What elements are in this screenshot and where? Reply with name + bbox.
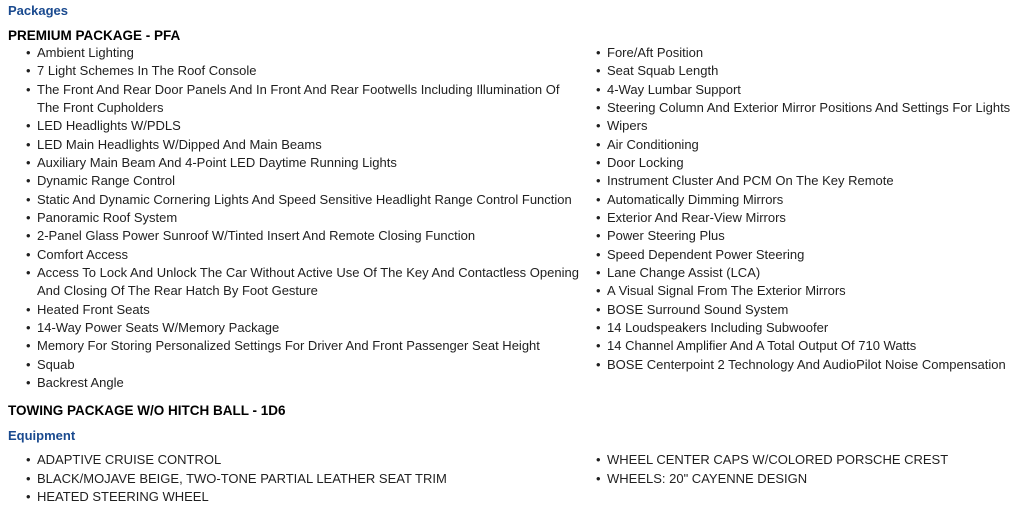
feature-item: • WHEELS: 20" CAYENNE DESIGN <box>607 470 1016 488</box>
feature-item: • Fore/Aft Position <box>607 44 1016 62</box>
feature-item: • Access To Lock And Unlock The Car Without Active Use Of The Key And Contactless Opening And Closing Of The Rear Hatch By Foot Gesture <box>37 264 585 301</box>
equipment-list-left <box>8 451 585 506</box>
feature-item: • 4-Way Lumbar Support <box>607 81 1016 99</box>
feature-item: • Wipers <box>607 117 1016 135</box>
premium-package-title: PREMIUM PACKAGE - PFA <box>8 28 181 43</box>
equipment-column-right <box>585 451 1016 506</box>
feature-item: • Air Conditioning <box>607 136 1016 154</box>
equipment-columns <box>8 451 1016 506</box>
equipment-column-left <box>8 451 585 506</box>
feature-item: • Steering Column And Exterior Mirror Positions And Settings For Lights <box>607 99 1016 117</box>
feature-item: • LED Main Headlights W/Dipped And Main Beams <box>37 136 585 154</box>
premium-package-list-left <box>8 44 585 392</box>
feature-item: • Exterior And Rear-View Mirrors <box>607 209 1016 227</box>
feature-item: • Backrest Angle <box>37 374 585 392</box>
feature-item: • Instrument Cluster And PCM On The Key Remote <box>607 172 1016 190</box>
feature-item: • BOSE Surround Sound System <box>607 301 1016 319</box>
packages-section <box>8 3 1016 419</box>
feature-item: • HEATED STEERING WHEEL <box>37 488 585 506</box>
premium-package-columns <box>8 44 1016 392</box>
feature-item: • 2-Panel Glass Power Sunroof W/Tinted Insert And Remote Closing Function <box>37 227 585 245</box>
feature-item: • Door Locking <box>607 154 1016 172</box>
feature-item: • Static And Dynamic Cornering Lights And Speed Sensitive Headlight Range Control Function <box>37 191 585 209</box>
feature-item: • Ambient Lighting <box>37 44 585 62</box>
equipment-list-right <box>585 451 1016 488</box>
feature-item: • BOSE Centerpoint 2 Technology And AudioPilot Noise Compensation <box>607 356 1016 374</box>
feature-item: • WHEEL CENTER CAPS W/COLORED PORSCHE CREST <box>607 451 1016 469</box>
feature-item: • Squab <box>37 356 585 374</box>
feature-item: • The Front And Rear Door Panels And In Front And Rear Footwells Including Illumination Of The Front Cupholders <box>37 81 585 118</box>
feature-item: • Memory For Storing Personalized Settings For Driver And Front Passenger Seat Height <box>37 337 585 355</box>
feature-item: • Heated Front Seats <box>37 301 585 319</box>
equipment-section <box>8 428 1016 506</box>
equipment-section-title: Equipment <box>8 428 76 444</box>
feature-item: • BLACK/MOJAVE BEIGE, TWO-TONE PARTIAL LEATHER SEAT TRIM <box>37 470 585 488</box>
feature-item: • Power Steering Plus <box>607 227 1016 245</box>
premium-package-column-right <box>585 44 1016 392</box>
premium-package-column-left <box>8 44 585 392</box>
feature-item: • Seat Squab Length <box>607 62 1016 80</box>
feature-item: • Automatically Dimming Mirrors <box>607 191 1016 209</box>
feature-item: • ADAPTIVE CRUISE CONTROL <box>37 451 585 469</box>
feature-item: • Speed Dependent Power Steering <box>607 246 1016 264</box>
feature-item: • 14-Way Power Seats W/Memory Package <box>37 319 585 337</box>
feature-item: • Dynamic Range Control <box>37 172 585 190</box>
feature-item: • Comfort Access <box>37 246 585 264</box>
feature-item: • 14 Channel Amplifier And A Total Output Of 710 Watts <box>607 337 1016 355</box>
feature-item: • 14 Loudspeakers Including Subwoofer <box>607 319 1016 337</box>
feature-item: • LED Headlights W/PDLS <box>37 117 585 135</box>
packages-section-title: Packages <box>8 3 68 18</box>
feature-item: • A Visual Signal From The Exterior Mirrors <box>607 282 1016 300</box>
feature-item: • Panoramic Roof System <box>37 209 585 227</box>
towing-package-title: TOWING PACKAGE W/O HITCH BALL - 1D6 <box>8 403 286 419</box>
feature-item: • Lane Change Assist (LCA) <box>607 264 1016 282</box>
feature-item: • Auxiliary Main Beam And 4-Point LED Daytime Running Lights <box>37 154 585 172</box>
feature-item: • 7 Light Schemes In The Roof Console <box>37 62 585 80</box>
premium-package-list-right <box>585 44 1016 374</box>
